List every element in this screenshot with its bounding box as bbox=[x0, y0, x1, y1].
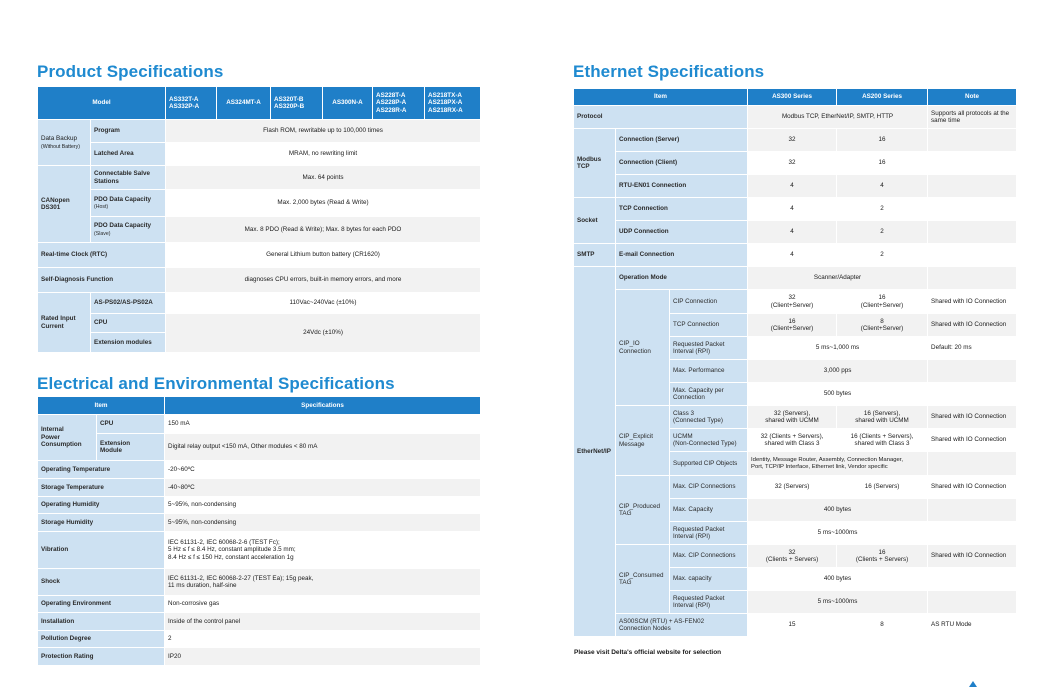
extension-modules-label: Extension modules bbox=[91, 333, 166, 353]
note-cell bbox=[928, 152, 1017, 175]
produced-connections-label: Max. CIP Connections bbox=[670, 476, 748, 499]
max-performance-label: Max. Performance bbox=[670, 360, 748, 383]
spec-row-value: IP20 bbox=[165, 648, 481, 666]
operation-mode-label: Operation Mode bbox=[616, 267, 748, 290]
socket-udp-label: UDP Connection bbox=[616, 221, 748, 244]
spec-row-value: IEC 61131-2, IEC 60068-2-27 (TEST Ea); 15g peak, 11 ms duration, half-sine bbox=[165, 569, 481, 596]
ucmm-as200: 16 (Clients + Servers), shared with Class 3 bbox=[837, 429, 928, 452]
spec-row-label: Vibration bbox=[38, 532, 165, 569]
rtu-en01-as300: 4 bbox=[748, 175, 837, 198]
consumed-capacity-label: Max. capacity bbox=[670, 568, 748, 591]
note-cell bbox=[928, 522, 1017, 545]
as00scm-as300: 15 bbox=[748, 614, 837, 637]
tcp-connection-label: TCP Connection bbox=[670, 314, 748, 337]
note-cell bbox=[928, 244, 1017, 267]
modbus-server-label: Connection (Server) bbox=[616, 129, 748, 152]
rtu-en01-label: RTU-EN01 Connection bbox=[616, 175, 748, 198]
socket-tcp-label: TCP Connection bbox=[616, 198, 748, 221]
self-diagnosis-value: diagnoses CPU errors, built-in memory errors, and more bbox=[166, 268, 481, 293]
consumed-connections-as200: 16 (Clients + Servers) bbox=[837, 545, 928, 568]
produced-connections-as200: 16 (Servers) bbox=[837, 476, 928, 499]
electrical-spec-header: Specifications bbox=[165, 397, 481, 415]
cpu-power-label: CPU bbox=[97, 415, 165, 434]
electrical-item-header: Item bbox=[38, 397, 165, 415]
ethernet-ip-label: EtherNet/IP bbox=[574, 267, 616, 637]
io-rpi-note: Default: 20 ms bbox=[928, 337, 1017, 360]
spec-row-value: -20~60ºC bbox=[165, 461, 481, 479]
produced-rpi-value: 5 ms~1000ms bbox=[748, 522, 928, 545]
pdo-host-label: PDO Data Capacity (Host) bbox=[91, 190, 166, 217]
spec-row-label: Storage Temperature bbox=[38, 479, 165, 497]
footnote: Please visit Delta's official website for selection bbox=[574, 649, 722, 656]
spec-row-value: IEC 61131-2, IEC 60068-2-6 (TEST Fc); 5 Hz ≤ f ≤ 8.4 Hz, constant amplitude 3.5 mm; 8.4 Hz ≤ f ≤ 150 Hz, constant acceleration 1g bbox=[165, 532, 481, 569]
protocol-note: Supports all protocols at the same time bbox=[928, 106, 1017, 129]
ethernet-item-header: Item bbox=[574, 89, 748, 106]
max-capacity-per-connection-label: Max. Capacity per Connection bbox=[670, 383, 748, 406]
note-cell bbox=[928, 267, 1017, 290]
consumed-connections-as300: 32 (Clients + Servers) bbox=[748, 545, 837, 568]
power-supply-value: 110Vac~240Vac (±10%) bbox=[166, 293, 481, 314]
spec-row-value: 5~95%, non-condensing bbox=[165, 514, 481, 532]
socket-tcp-as300: 4 bbox=[748, 198, 837, 221]
modbus-server-as200: 16 bbox=[837, 129, 928, 152]
spec-row-label: Storage Humidity bbox=[38, 514, 165, 532]
socket-tcp-as200: 2 bbox=[837, 198, 928, 221]
class3-as200: 16 (Servers), shared with UCMM bbox=[837, 406, 928, 429]
produced-capacity-label: Max. Capacity bbox=[670, 499, 748, 522]
power-supply-label: AS-PS02/AS-PS02A bbox=[91, 293, 166, 314]
cip-consumed-label: CIP_Consumed TAG bbox=[616, 545, 670, 614]
produced-connections-note: Shared with IO Connection bbox=[928, 476, 1017, 499]
max-capacity-per-connection-value: 500 bytes bbox=[748, 383, 928, 406]
cpu-voltage-value: 24Vdc (±10%) bbox=[166, 314, 481, 353]
product-spec-title: Product Specifications bbox=[37, 62, 224, 81]
io-rpi-value: 5 ms~1,000 ms bbox=[748, 337, 928, 360]
spec-row-value: 2 bbox=[165, 631, 481, 648]
cip-io-label: CIP_IO Connection bbox=[616, 290, 670, 406]
consumed-connections-label: Max. CIP Connections bbox=[670, 545, 748, 568]
latched-label: Latched Area bbox=[91, 143, 166, 166]
model-cell: AS218TX-A AS218PX-A AS218RX-A bbox=[425, 87, 481, 120]
note-cell bbox=[928, 129, 1017, 152]
tcp-connection-note: Shared with IO Connection bbox=[928, 314, 1017, 337]
pdo-slave-label: PDO Data Capacity (Slave) bbox=[91, 217, 166, 243]
slave-stations-value: Max. 64 points bbox=[166, 166, 481, 190]
note-cell bbox=[928, 499, 1017, 522]
spec-row-label: Shock bbox=[38, 569, 165, 596]
note-cell bbox=[928, 591, 1017, 614]
operation-mode-value: Scanner/Adapter bbox=[748, 267, 928, 290]
produced-capacity-value: 400 bytes bbox=[748, 499, 928, 522]
socket-udp-as300: 4 bbox=[748, 221, 837, 244]
as00scm-label: AS00SCM (RTU) + AS-FEN02 Connection Nodes bbox=[616, 614, 748, 637]
model-cell: AS320T-B AS320P-B bbox=[271, 87, 323, 120]
io-rpi-label: Requested Packet Interval (RPI) bbox=[670, 337, 748, 360]
rtu-en01-as200: 4 bbox=[837, 175, 928, 198]
spec-row-value: -40~80ºC bbox=[165, 479, 481, 497]
pdo-slave-value: Max. 8 PDO (Read & Write); Max. 8 bytes for each PDO bbox=[166, 217, 481, 243]
protocol-label: Protocol bbox=[574, 106, 748, 129]
as200-header: AS200 Series bbox=[837, 89, 928, 106]
rated-input-label: Rated Input Current bbox=[38, 293, 91, 353]
model-cell: AS324MT-A bbox=[217, 87, 271, 120]
note-header: Note bbox=[928, 89, 1017, 106]
socket-udp-as200: 2 bbox=[837, 221, 928, 244]
slave-stations-label: Connectable Salve Stations bbox=[91, 166, 166, 190]
cip-objects-label: Supported CIP Objects bbox=[670, 452, 748, 476]
consumed-capacity-value: 400 bytes bbox=[748, 568, 928, 591]
model-cell: AS228T-A AS228P-A AS228R-A bbox=[373, 87, 425, 120]
class3-as300: 32 (Servers), shared with UCMM bbox=[748, 406, 837, 429]
note-cell bbox=[928, 568, 1017, 591]
spec-row-value: Non-corrosive gas bbox=[165, 596, 481, 613]
max-performance-value: 3,000 pps bbox=[748, 360, 928, 383]
produced-rpi-label: Requested Packet Interval (RPI) bbox=[670, 522, 748, 545]
modbus-client-label: Connection (Client) bbox=[616, 152, 748, 175]
rtc-label: Real-time Clock (RTC) bbox=[38, 243, 166, 268]
cip-explicit-label: CIP_Explicit Message bbox=[616, 406, 670, 476]
class3-note: Shared with IO Connection bbox=[928, 406, 1017, 429]
extension-power-label: Extension Module bbox=[97, 434, 165, 461]
email-connection-as300: 4 bbox=[748, 244, 837, 267]
program-value: Flash ROM, rewritable up to 100,000 times bbox=[166, 120, 481, 143]
consumed-rpi-value: 5 ms~1000ms bbox=[748, 591, 928, 614]
cip-produced-label: CIP_Produced TAG bbox=[616, 476, 670, 545]
modbus-server-as300: 32 bbox=[748, 129, 837, 152]
note-cell bbox=[928, 452, 1017, 476]
ucmm-note: Shared with IO Connection bbox=[928, 429, 1017, 452]
spec-row-value: Inside of the control panel bbox=[165, 613, 481, 631]
rtc-value: General Lithium button battery (CR1620) bbox=[166, 243, 481, 268]
email-connection-label: E-mail Connection bbox=[616, 244, 748, 267]
modbus-client-as300: 32 bbox=[748, 152, 837, 175]
protocol-value: Modbus TCP, EtherNet/IP, SMTP, HTTP bbox=[748, 106, 928, 129]
cip-connection-note: Shared with IO Connection bbox=[928, 290, 1017, 314]
spec-row-label: Installation bbox=[38, 613, 165, 631]
produced-connections-as300: 32 (Servers) bbox=[748, 476, 837, 499]
ucmm-label: UCMM (Non-Connected Type) bbox=[670, 429, 748, 452]
ethernet-spec-title: Ethernet Specifications bbox=[573, 62, 765, 81]
extension-power-value: Digital relay output <150 mA, Other modules < 80 mA bbox=[165, 434, 481, 461]
note-cell bbox=[928, 360, 1017, 383]
note-cell bbox=[928, 175, 1017, 198]
as00scm-note: AS RTU Mode bbox=[928, 614, 1017, 637]
product-spec-table bbox=[37, 86, 481, 353]
scroll-top-arrow-icon[interactable] bbox=[969, 681, 977, 687]
data-backup-label: Data Backup (Without Battery) bbox=[38, 120, 91, 166]
spec-row-label: Protection Rating bbox=[38, 648, 165, 666]
email-connection-as200: 2 bbox=[837, 244, 928, 267]
smtp-label: SMTP bbox=[574, 244, 616, 267]
cpu-label: CPU bbox=[91, 314, 166, 333]
note-cell bbox=[928, 198, 1017, 221]
note-cell bbox=[928, 383, 1017, 406]
electrical-spec-table bbox=[37, 396, 481, 666]
model-cell: AS300N-A bbox=[323, 87, 373, 120]
program-label: Program bbox=[91, 120, 166, 143]
internal-power-label: Internal Power Consumption bbox=[38, 415, 97, 461]
spec-row-value: 5~95%, non-condensing bbox=[165, 497, 481, 514]
cpu-power-value: 150 mA bbox=[165, 415, 481, 434]
cip-connection-as200: 16 (Client+Server) bbox=[837, 290, 928, 314]
modbus-client-as200: 16 bbox=[837, 152, 928, 175]
spec-row-label: Pollution Degree bbox=[38, 631, 165, 648]
spec-row-label: Operating Humidity bbox=[38, 497, 165, 514]
ucmm-as300: 32 (Clients + Servers), shared with Class 3 bbox=[748, 429, 837, 452]
cip-objects-value: Identity, Message Router, Assembly, Connection Manager, Port, TCP/IP Interface, Ethernet link, Vendor specific bbox=[748, 452, 928, 476]
electrical-spec-title: Electrical and Environmental Specifications bbox=[37, 374, 395, 393]
note-cell bbox=[928, 221, 1017, 244]
latched-value: MRAM, no rewriting limit bbox=[166, 143, 481, 166]
pdo-host-value: Max. 2,000 bytes (Read & Write) bbox=[166, 190, 481, 217]
ethernet-spec-table bbox=[573, 88, 1017, 637]
cip-connection-as300: 32 (Client+Server) bbox=[748, 290, 837, 314]
self-diagnosis-label: Self-Diagnosis Function bbox=[38, 268, 166, 293]
model-cell: AS332T-A AS332P-A bbox=[166, 87, 217, 120]
tcp-connection-as200: 8 (Client+Server) bbox=[837, 314, 928, 337]
spec-row-label: Operating Temperature bbox=[38, 461, 165, 479]
canopen-label: CANopen DS301 bbox=[38, 166, 91, 243]
class3-label: Class 3 (Connected Type) bbox=[670, 406, 748, 429]
as00scm-as200: 8 bbox=[837, 614, 928, 637]
cip-connection-label: CIP Connection bbox=[670, 290, 748, 314]
tcp-connection-as300: 16 (Client+Server) bbox=[748, 314, 837, 337]
consumed-connections-note: Shared with IO Connection bbox=[928, 545, 1017, 568]
as300-header: AS300 Series bbox=[748, 89, 837, 106]
consumed-rpi-label: Requested Packet Interval (RPI) bbox=[670, 591, 748, 614]
socket-label: Socket bbox=[574, 198, 616, 244]
model-header: Model bbox=[38, 87, 166, 120]
modbus-tcp-label: Modbus TCP bbox=[574, 129, 616, 198]
spec-row-label: Operating Environment bbox=[38, 596, 165, 613]
